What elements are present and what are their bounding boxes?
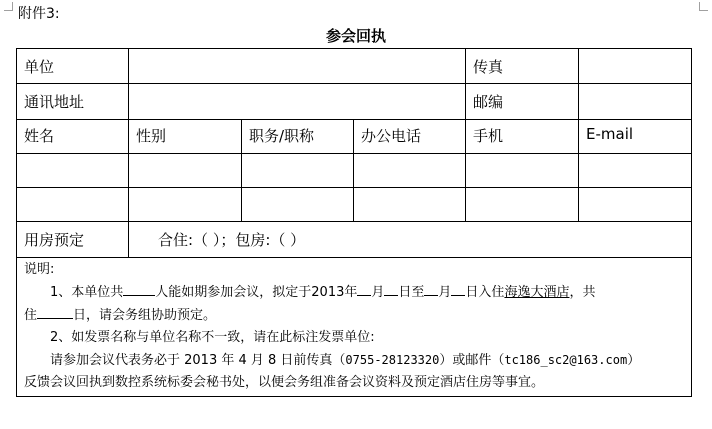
column-header-gender: 性别 — [129, 120, 242, 154]
page-corner-mark-left — [4, 2, 13, 11]
column-header-email: E-mail — [579, 120, 692, 154]
room-booking-row — [17, 222, 692, 258]
attendee-row — [17, 154, 692, 188]
fax-input-cell[interactable] — [579, 49, 692, 84]
notes-item-1-text: 日入住 — [465, 285, 505, 300]
notes-item-1-text: 1、本单位共 — [50, 285, 124, 300]
attendee-gender-cell[interactable] — [129, 188, 242, 222]
attendee-office-phone-cell[interactable] — [354, 154, 466, 188]
notes-item-1-text: 月 — [371, 285, 385, 300]
room-booking-options[interactable] — [129, 222, 692, 258]
notes-item-1-text: 人能如期参加会议，拟定于2013年 — [155, 285, 358, 300]
notes-item-1-text: 日至 — [398, 285, 425, 300]
checkin-month-blank[interactable] — [357, 281, 371, 296]
notes-contact-line-2: 反馈会议回执到数控系统标委会秘书处，以便会务组准备会议资料及预定酒店住房等事宜。 — [24, 375, 545, 390]
stay-days-blank[interactable] — [37, 304, 73, 319]
notes-contact-text: ）或邮件（ — [439, 353, 505, 368]
column-header-title: 职务/职称 — [242, 120, 354, 154]
attendee-count-blank[interactable] — [123, 281, 155, 296]
attendee-title-cell[interactable] — [242, 188, 354, 222]
fax-label: 传真 — [466, 49, 579, 84]
contact-fax-number: 0755-28123320 — [345, 353, 440, 367]
address-row — [17, 84, 692, 120]
column-header-office-phone: 办公电话 — [354, 120, 466, 154]
notes-item-1-text: 住 — [24, 308, 38, 323]
notes-item-1 — [24, 281, 685, 304]
notes-contact-text: 请参加会议代表务必于 2013 年 4 月 8 日前传真（ — [50, 353, 346, 368]
notes-item-1-continued — [24, 304, 685, 327]
address-input-cell[interactable] — [129, 84, 466, 120]
attendee-header-row — [17, 120, 692, 154]
notes-item-1-text: 月 — [438, 285, 452, 300]
hotel-name: 海逸大酒店 — [504, 285, 570, 300]
page-corner-mark-right — [699, 2, 708, 11]
attendee-mobile-cell[interactable] — [466, 154, 579, 188]
attachment-label: 附件3: — [18, 6, 60, 22]
registration-form-table — [16, 48, 692, 397]
attendee-name-cell[interactable] — [17, 154, 129, 188]
notes-row — [17, 258, 692, 397]
room-booking-label: 用房预定 — [17, 222, 129, 258]
address-label: 通讯地址 — [17, 84, 129, 120]
postcode-input-cell[interactable] — [579, 84, 692, 120]
attendee-gender-cell[interactable] — [129, 154, 242, 188]
unit-input-cell[interactable] — [129, 49, 466, 84]
notes-contact-text: ） — [627, 353, 641, 368]
unit-label: 单位 — [17, 49, 129, 84]
notes-item-1-text: 日，请会务组协助预定。 — [73, 308, 217, 323]
attendee-name-cell[interactable] — [17, 188, 129, 222]
form-title: 参会回执 — [325, 27, 386, 45]
attendee-office-phone-cell[interactable] — [354, 188, 466, 222]
room-booking-options-text: 合住:（ ）；包房:（ ） — [158, 231, 306, 249]
notes-heading: 说明: — [24, 262, 55, 277]
notes-item-2: 2、如发票名称与单位名称不一致，请在此标注发票单位: — [50, 330, 375, 345]
attendee-email-cell[interactable] — [579, 154, 692, 188]
contact-email: tc186_sc2@163.com — [504, 353, 628, 367]
attendee-title-cell[interactable] — [242, 154, 354, 188]
unit-row — [17, 49, 692, 84]
column-header-mobile: 手机 — [466, 120, 579, 154]
checkout-month-blank[interactable] — [424, 281, 438, 296]
attendee-mobile-cell[interactable] — [466, 188, 579, 222]
checkin-day-blank[interactable] — [384, 281, 398, 296]
notes-cell — [17, 258, 692, 397]
notes-item-1-text: ，共 — [569, 285, 596, 300]
postcode-label: 邮编 — [466, 84, 579, 120]
notes-contact-line-1 — [24, 349, 685, 372]
attendee-row — [17, 188, 692, 222]
checkout-day-blank[interactable] — [451, 281, 465, 296]
attendee-email-cell[interactable] — [579, 188, 692, 222]
column-header-name: 姓名 — [17, 120, 129, 154]
